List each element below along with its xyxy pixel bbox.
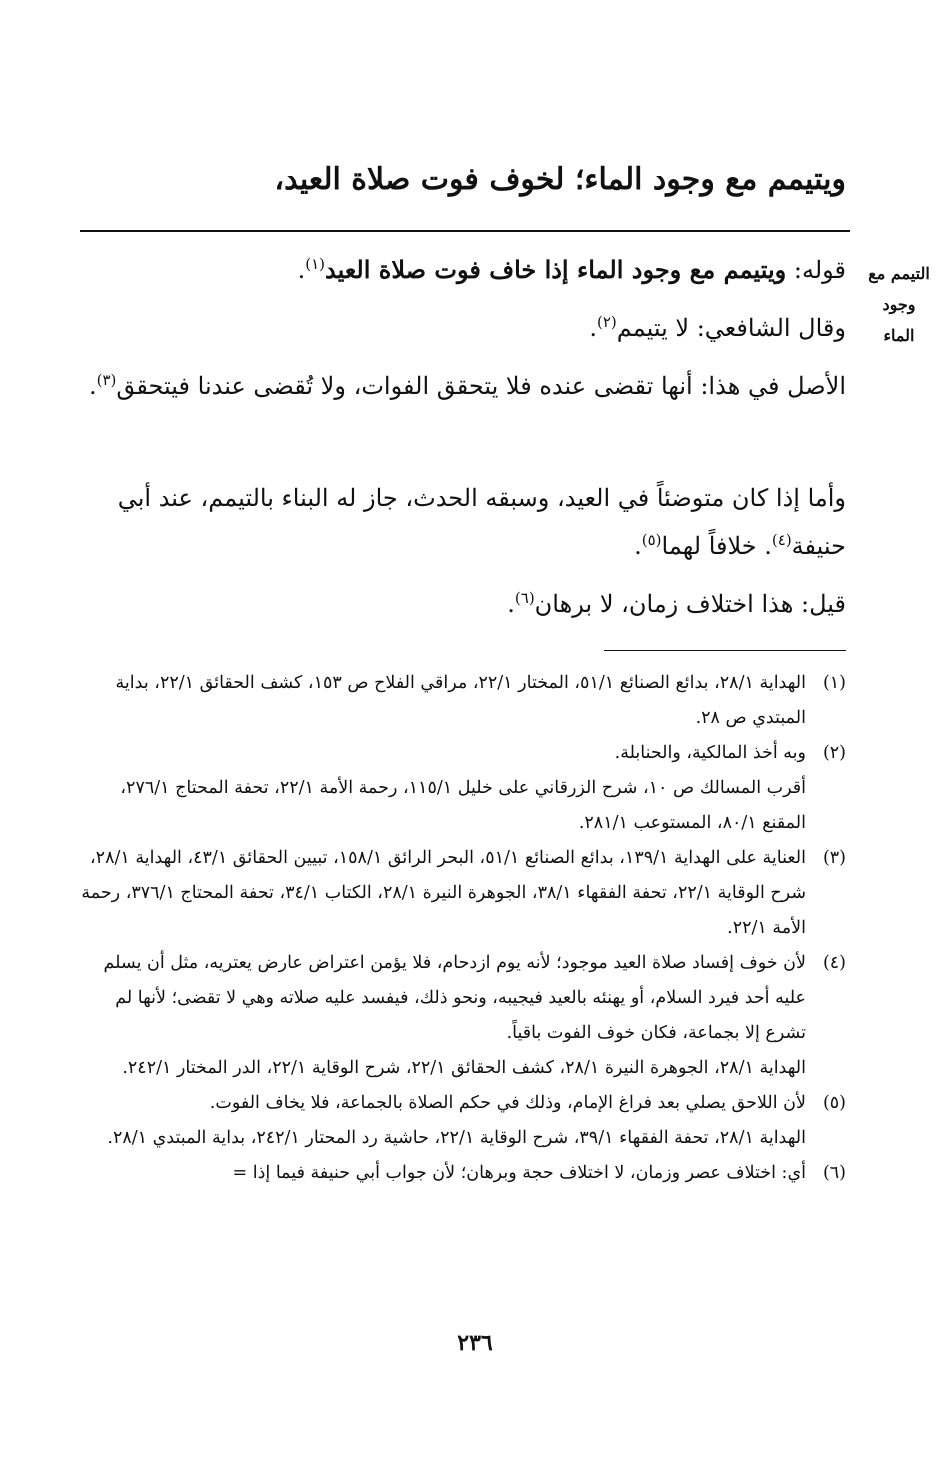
margin-heading-line: الماء	[883, 326, 915, 345]
footnote-ref: (١)	[305, 255, 325, 273]
punctuation: .	[634, 532, 642, 560]
footnote-number: (٣)	[822, 848, 846, 868]
footnote-item	[78, 1086, 846, 1156]
paragraph-text: وأما إذا كان متوضئاً في العيد، وسبقه الحدث، جاز له البناء بالتيمم، عند أبي حنيفة	[117, 484, 846, 560]
footnote-ref: (٦)	[514, 589, 535, 607]
paragraph-shafii	[78, 304, 846, 352]
punctuation: .	[297, 256, 306, 284]
footnote-text: أقرب المسالك ص ١٠، شرح الزرقاني على خليل ١١٥/١، رحمة الأمة ٢٢/١، تحفة المحتاج ٢٧٦/١، المقنع ٨٠/١، المستوعب ٢٨١/١.	[120, 778, 806, 833]
footnote-item	[78, 1156, 846, 1191]
footnote-ref: (٣)	[96, 371, 117, 389]
margin-heading	[860, 258, 938, 351]
footnote-item	[78, 946, 846, 1086]
quote-lead: قوله:	[793, 256, 846, 284]
margin-heading-line: وجود	[882, 295, 916, 314]
footnote-item	[78, 841, 846, 946]
page-number: ٢٣٦	[457, 1330, 493, 1356]
margin-heading-line: التيمم مع	[868, 264, 930, 283]
footnote-text: لأن اللاحق يصلي بعد فراغ الإمام، وذلك في حكم الصلاة بالجماعة، فلا يخاف الفوت.	[209, 1093, 806, 1113]
paragraph-text: قيل: هذا اختلاف زمان، لا برهان	[534, 590, 846, 618]
footnote-text: وبه أخذ المالكية، والحنابلة.	[614, 743, 806, 763]
footnote-number: (٥)	[822, 1093, 846, 1113]
paragraph-quote	[78, 246, 846, 294]
footnote-number: (٤)	[822, 953, 846, 973]
paragraph-text: وقال الشافعي: لا يتيمم	[616, 314, 846, 342]
paragraph-text: الأصل في هذا: أنها تقضى عنده فلا يتحقق الفوات، ولا تُقضى عندنا فيتحقق	[116, 372, 846, 400]
header-divider	[80, 230, 850, 232]
punctuation: .	[589, 314, 597, 342]
page-header-title: ويتيمم مع وجود الماء؛ لخوف فوت صلاة العيد،	[274, 162, 846, 197]
footnote-item	[78, 666, 846, 736]
footnote-ref: (٢)	[596, 313, 617, 331]
footnote-number: (٢)	[822, 743, 846, 763]
paragraph-text: . خلافاً لهما	[661, 532, 772, 560]
footnote-number: (١)	[822, 673, 846, 693]
paragraph-principle	[78, 362, 846, 410]
footnote-text: الهداية ٢٨/١، الجوهرة النيرة ٢٨/١، كشف الحقائق ٢٢/١، شرح الوقاية ٢٢/١، الدر المختار ٢٤٢/١.	[122, 1058, 806, 1078]
footnote-number: (٦)	[822, 1163, 846, 1183]
footnote-text: أي: اختلاف عصر وزمان، لا اختلاف حجة وبرهان؛ لأن جواب أبي حنيفة فيما إذا =	[232, 1163, 806, 1183]
footnote-text: الهداية ٢٨/١، بدائع الصنائع ٥١/١، المختار ٢٢/١، مراقي الفلاح ص ١٥٣، كشف الحقائق ٢٢/١، بداية المبتدي ص ٢٨.	[115, 673, 806, 728]
footnote-ref: (٥)	[641, 531, 662, 549]
footnotes	[78, 666, 846, 1191]
footnote-item	[78, 736, 846, 841]
punctuation: .	[507, 590, 515, 618]
footnote-divider	[604, 650, 846, 651]
quote-matn: ويتيمم مع وجود الماء إذا خاف فوت صلاة العيد	[324, 255, 787, 284]
footnote-ref: (٤)	[771, 531, 792, 549]
footnote-text: الهداية ٢٨/١، تحفة الفقهاء ٣٩/١، شرح الوقاية ٢٢/١، حاشية رد المحتار ٢٤٢/١، بداية المبتدي ٢٨/١.	[107, 1128, 806, 1148]
footnote-text: العناية على الهداية ١٣٩/١، بدائع الصنائع ٥١/١، البحر الرائق ١٥٨/١، تبيين الحقائق ٤٣/١، الهداية ٢٨/١، شرح الوقاية ٢٢/١، تحفة الفقهاء ٣٨/١، الجوهرة النيرة ٢٨/١، الكتاب ٣٤/١، تحفة المحتاج ٣٧٦/١، رحمة الأمة ٢٢/١.	[81, 848, 806, 938]
footnote-text: لأن خوف إفساد صلاة العيد موجود؛ لأنه يوم ازدحام، فلا يؤمن اعتراض عارض يعتريه، مثل أن يسلم عليه أحد فيرد السلام، أو يهنئه بالعيد فيجيبه، ونحو ذلك، فيفسد عليه صلاته وهي لا تقضى؛ لأنها لم تشرع إلا بجماعة، فكان خوف الفوت باقياً.	[103, 953, 806, 1043]
punctuation: .	[88, 372, 97, 400]
paragraph-wudu	[78, 474, 846, 570]
paragraph-qila	[78, 580, 846, 628]
